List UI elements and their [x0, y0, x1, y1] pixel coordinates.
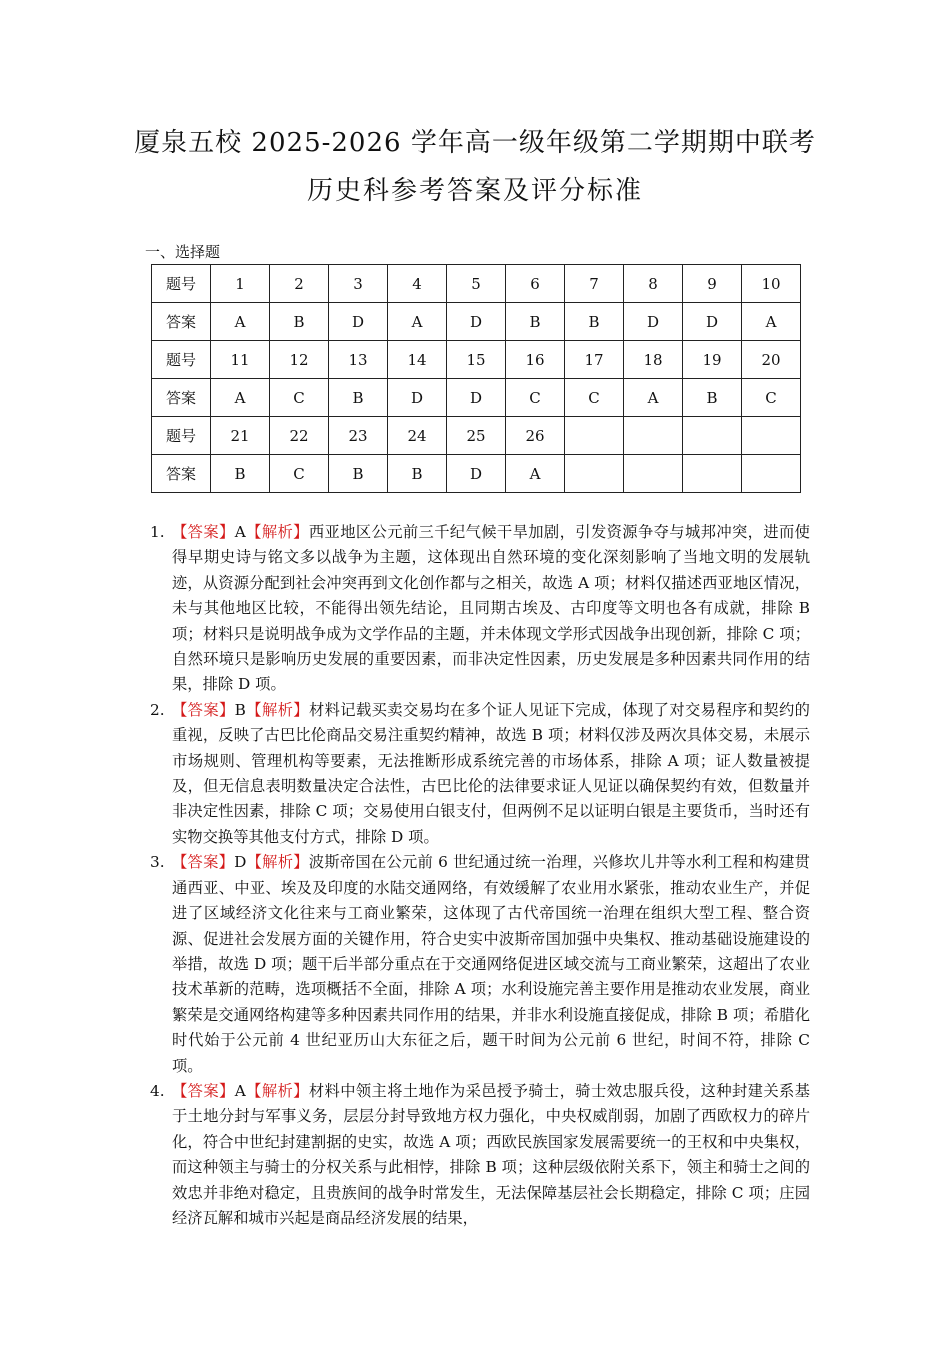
answer-cell: C: [270, 455, 329, 493]
question-number-cell: 1: [211, 265, 270, 303]
question-number-cell: 24: [388, 417, 447, 455]
answer-cell: [624, 455, 683, 493]
answer-cell: C: [565, 379, 624, 417]
question-number-cell: 26: [506, 417, 565, 455]
answer-cell: [742, 455, 801, 493]
answer-cell: A: [211, 303, 270, 341]
answer-letter: A: [234, 523, 246, 541]
answer-cell: D: [624, 303, 683, 341]
answer-table: [151, 264, 801, 493]
question-number-row: [152, 417, 801, 455]
answer-cell: B: [329, 379, 388, 417]
answer-tag: 【答案】: [172, 853, 235, 872]
row-label: 答案: [152, 455, 211, 493]
answer-cell: B: [388, 455, 447, 493]
answer-cell: D: [329, 303, 388, 341]
analysis-text: 材料记载买卖交易均在多个证人见证下完成，体现了对交易程序和契约的重视，反映了古巴比伦商品交易注重契约精神，故选 B 项；材料仅涉及两次具体交易，未展示市场规则、管理机构等要素，无法推断形成系统完善的市场体系，排除 A 项；证人数量被提及，但无信息表明数量决定合法性，古巴比伦的法律要求证人见证以确保契约有效，但数量并非决定性因素，排除 C 项；交易使用白银支付，但两例不足以证明白银是主要货币，当时还有实物交换等其他支付方式，排除 D 项。: [172, 700, 810, 846]
answer-cell: A: [742, 303, 801, 341]
answer-cell: [683, 455, 742, 493]
row-label: 答案: [152, 303, 211, 341]
question-number-cell: 9: [683, 265, 742, 303]
row-label: 题号: [152, 265, 211, 303]
answer-cell: B: [270, 303, 329, 341]
explanation-item: [150, 1079, 810, 1231]
answer-cell: C: [506, 379, 565, 417]
answer-row: [152, 303, 801, 341]
explanation-item: [150, 520, 810, 698]
row-label: 答案: [152, 379, 211, 417]
answer-letter: D: [234, 853, 247, 872]
item-number: 4.: [150, 1081, 165, 1100]
question-number-row: [152, 265, 801, 303]
answer-cell: D: [388, 379, 447, 417]
answer-cell: A: [506, 455, 565, 493]
row-label: 题号: [152, 341, 211, 379]
question-number-cell: 10: [742, 265, 801, 303]
answer-cell: [565, 455, 624, 493]
question-number-cell: 3: [329, 265, 388, 303]
question-number-cell: 23: [329, 417, 388, 455]
analysis-text: 波斯帝国在公元前 6 世纪通过统一治理，兴修坎儿井等水利工程和构建贯通西亚、中亚、埃及及印度的水陆交通网络，有效缓解了农业用水紧张，推动农业生产，并促进了区域经济文化往来与工商业繁荣，这体现了古代帝国统一治理在组织大型工程、整合资源、促进社会发展方面的关键作用，符合史实中波斯帝国加强中央集权、推动基础设施建设的举措，故选 D 项；题干后半部分重点在于交通网络促进区域交流与工商业繁荣，这超出了农业技术革新的范畴，选项概括不全面，排除 A 项；水利设施完善主要作用是推动农业发展，商业繁荣是交通网络构建等多种因素共同作用的结果，并非水利设施直接促成，排除 B 项；希腊化时代始于公元前 4 世纪亚历山大东征之后，题干时间为公元前 6 世纪，时间不符，排除 C 项。: [172, 853, 810, 1075]
question-number-cell: 25: [447, 417, 506, 455]
row-label: 题号: [152, 417, 211, 455]
answer-row: [152, 455, 801, 493]
answer-cell: A: [388, 303, 447, 341]
analysis-tag: 【解析】: [246, 853, 309, 872]
item-number: 1.: [150, 523, 165, 541]
question-number-cell: 18: [624, 341, 683, 379]
answer-letter: A: [234, 1081, 246, 1100]
page-title: 厦泉五校 2025-2026 学年高一级年级第二学期期中联考: [134, 128, 816, 158]
question-number-row: [152, 341, 801, 379]
answer-cell: B: [329, 455, 388, 493]
answer-cell: B: [506, 303, 565, 341]
answer-tag: 【答案】: [172, 1081, 235, 1100]
item-text: [172, 850, 810, 1079]
question-number-cell: 15: [447, 341, 506, 379]
analysis-text: 西亚地区公元前三千纪气候干旱加剧，引发资源争夺与城邦冲突，进而使得早期史诗与铭文多以战争为主题，这体现出自然环境的变化深刻影响了当地文明的发展轨迹，从资源分配到社会冲突再到文化创作都与之相关，故选 A 项；材料仅描述西亚地区情况，未与其他地区比较，不能得出领先结论，且同期古埃及、古印度等文明也各有成就，排除 B 项；材料只是说明战争成为文学作品的主题，并未体现文学形式因战争出现创新，排除 C 项；自然环境只是影响历史发展的重要因素，而非决定性因素，历史发展是多种因素共同作用的结果，排除 D 项。: [172, 523, 810, 694]
question-number-cell: 21: [211, 417, 270, 455]
answer-cell: D: [447, 379, 506, 417]
explanation-list: [150, 520, 810, 1231]
answer-cell: B: [565, 303, 624, 341]
answer-cell: C: [742, 379, 801, 417]
analysis-tag: 【解析】: [245, 1081, 309, 1100]
question-number-cell: 4: [388, 265, 447, 303]
question-number-cell: [624, 417, 683, 455]
explanation-item: [150, 698, 810, 850]
question-number-cell: 19: [683, 341, 742, 379]
explanation-item: [150, 850, 810, 1079]
answer-row: [152, 379, 801, 417]
question-number-cell: [742, 417, 801, 455]
question-number-cell: 22: [270, 417, 329, 455]
analysis-text: 材料中领主将土地作为采邑授予骑士，骑士效忠服兵役，这种封建关系基于土地分封与军事义务，层层分封导致地方权力强化，中央权威削弱，加剧了西欧权力的碎片化，符合中世纪封建割据的史实，故选 A 项；西欧民族国家发展需要统一的王权和中央集权，而这种领主与骑士的分权关系与此相悖，排除 B 项；这种层级依附关系下，领主和骑士之间的效忠并非绝对稳定，且贵族间的战争时常发生，无法保障基层社会长期稳定，排除 C 项；庄园经济瓦解和城市兴起是商品经济发展的结果，: [172, 1081, 810, 1227]
answer-cell: A: [211, 379, 270, 417]
question-number-cell: 7: [565, 265, 624, 303]
question-number-cell: 14: [388, 341, 447, 379]
answer-cell: A: [624, 379, 683, 417]
section-heading: 一、选择题: [145, 243, 221, 261]
answer-tag: 【答案】: [172, 700, 235, 719]
question-number-cell: 20: [742, 341, 801, 379]
analysis-tag: 【解析】: [245, 700, 309, 719]
answer-cell: D: [447, 455, 506, 493]
item-number: 3.: [150, 853, 165, 872]
question-number-cell: [683, 417, 742, 455]
question-number-cell: 11: [211, 341, 270, 379]
question-number-cell: 5: [447, 265, 506, 303]
question-number-cell: 8: [624, 265, 683, 303]
page-subtitle: 历史科参考答案及评分标准: [306, 176, 643, 206]
question-number-cell: 13: [329, 341, 388, 379]
question-number-cell: 2: [270, 265, 329, 303]
answer-tag: 【答案】: [172, 523, 235, 541]
item-text: [172, 698, 810, 850]
question-number-cell: 12: [270, 341, 329, 379]
answer-letter: B: [234, 700, 246, 719]
answer-cell: B: [683, 379, 742, 417]
question-number-cell: [565, 417, 624, 455]
question-number-cell: 17: [565, 341, 624, 379]
item-text: [172, 520, 810, 698]
analysis-tag: 【解析】: [245, 523, 309, 541]
item-text: [172, 1079, 810, 1231]
question-number-cell: 6: [506, 265, 565, 303]
answer-cell: D: [683, 303, 742, 341]
answer-cell: C: [270, 379, 329, 417]
item-number: 2.: [150, 700, 165, 719]
answer-cell: D: [447, 303, 506, 341]
question-number-cell: 16: [506, 341, 565, 379]
answer-cell: B: [211, 455, 270, 493]
